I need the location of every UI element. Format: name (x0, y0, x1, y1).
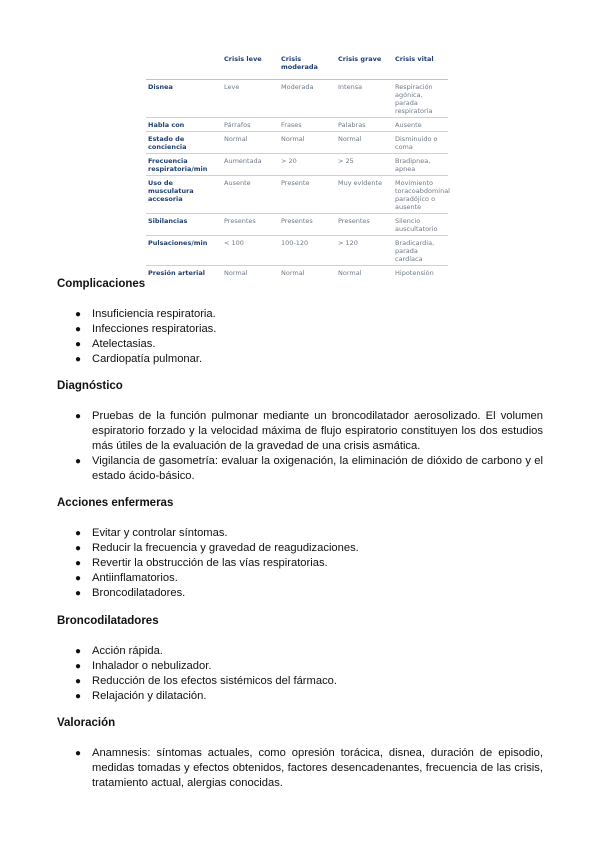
bullet-icon: ● (75, 528, 82, 539)
table-row (146, 118, 448, 132)
table-cell: 100-120 (279, 236, 336, 266)
list-item: ● Evitar y controlar síntomas. (75, 527, 228, 539)
table-cell: Silencio auscultatorio (393, 214, 448, 236)
table-cell: Normal (336, 132, 393, 154)
list-item: ● Atelectasias. (75, 338, 156, 350)
table-row-header: Frecuencia respiratoria/min (146, 154, 222, 176)
bullet-icon: ● (75, 411, 82, 422)
table-cell: Presente (279, 176, 336, 214)
bullet-list (57, 307, 543, 367)
section-heading: Acciones enfermeras (57, 497, 174, 509)
section-diagnostico (57, 379, 543, 484)
bullet-list (57, 644, 543, 704)
list-item: ● Infecciones respiratorias. (75, 323, 217, 335)
table-cell: Disminuido o coma (393, 132, 448, 154)
bullet-list (57, 526, 543, 601)
table-cell: Ausente (222, 176, 279, 214)
list-item: ● Relajación y dilatación. (75, 690, 207, 702)
bullet-icon: ● (75, 748, 82, 759)
bullet-icon: ● (75, 354, 82, 365)
list-item: ● Reducir la frecuencia y gravedad de reagudizaciones. (75, 542, 359, 554)
table-header-row (146, 55, 448, 80)
list-item: ● Vigilancia de gasometría: evaluar la oxigenación, la eliminación de dióxido de carbono y el estado ácido-básico. (75, 455, 543, 482)
table-row (146, 176, 448, 214)
table-row (146, 80, 448, 118)
table-header-cell: Crisis moderada (279, 55, 336, 80)
table-cell: > 25 (336, 154, 393, 176)
table-row-header: Uso de musculatura accesoria (146, 176, 222, 214)
table-header-cell: Crisis leve (222, 55, 279, 80)
table-cell: < 100 (222, 236, 279, 266)
bullet-icon: ● (75, 309, 82, 320)
section-valoracion (57, 716, 543, 791)
table-cell: Palabras (336, 118, 393, 132)
bullet-icon: ● (75, 339, 82, 350)
bullet-icon: ● (75, 691, 82, 702)
section-heading: Diagnóstico (57, 380, 123, 392)
section-broncodilatadores (57, 614, 543, 704)
table-header-cell: Crisis vital (393, 55, 448, 80)
bullet-icon: ● (75, 324, 82, 335)
list-item: ● Revertir la obstrucción de las vías respiratorias. (75, 557, 328, 569)
table-cell: Normal (338, 269, 362, 277)
table-row-header: Habla con (146, 118, 222, 132)
table-cell: Frases (279, 118, 336, 132)
table-row (146, 214, 448, 236)
section-heading: Broncodilatadores (57, 615, 159, 627)
section-heading: Complicaciones (57, 278, 146, 290)
table-row-header: Estado de conciencia (146, 132, 222, 154)
table-cell: Normal (281, 269, 305, 277)
list-item: ● Pruebas de la función pulmonar mediante un broncodilatador aerosolizado. El volumen espiratorio forzado y la velocidad máxima de flujo espiratorio constituyen los dos estudios más útiles de la evaluación de la gravedad de una crisis asmática. (75, 410, 543, 452)
table-cell: Normal (222, 132, 279, 154)
bullet-icon: ● (75, 661, 82, 672)
table-cell: Leve (222, 80, 279, 118)
table-cell: Presentes (279, 214, 336, 236)
table-cell: Hipotensión (395, 269, 434, 277)
bullet-list (57, 746, 543, 791)
table-cell: Moderada (279, 80, 336, 118)
table-cell: Presentes (336, 214, 393, 236)
list-item: ● Anamnesis: síntomas actuales, como opresión torácica, disnea, duración de episodio, medidas tomadas y efectos obtenidos, factores desencadenantes, frecuencia de las crisis, tratamiento actual, alergias conocidas. (75, 747, 543, 789)
asthma-crisis-table (146, 55, 448, 279)
table-row (146, 132, 448, 154)
table-header-cell: Crisis grave (336, 55, 393, 80)
bullet-icon: ● (75, 558, 82, 569)
bullet-list (57, 409, 543, 484)
list-item: ● Reducción de los efectos sistémicos del fármaco. (75, 675, 337, 687)
bullet-icon: ● (75, 588, 82, 599)
list-item: ● Cardiopatía pulmonar. (75, 353, 203, 365)
bullet-icon: ● (75, 543, 82, 554)
list-item: ● Broncodilatadores. (75, 587, 186, 599)
table-row-header: Pulsaciones/min (146, 236, 222, 266)
list-item: ● Insuficiencia respiratoria. (75, 308, 216, 320)
table-cell: > 120 (336, 236, 393, 266)
table-cell: > 20 (279, 154, 336, 176)
table-row-header: Disnea (146, 80, 222, 118)
bullet-icon: ● (75, 676, 82, 687)
table-cell: Respiración agónica, parada respiratoria (393, 80, 448, 118)
table-row (146, 236, 448, 266)
table-cell: Bradipnea, apnea (393, 154, 448, 176)
section-heading: Valoración (57, 717, 116, 729)
bullet-icon: ● (75, 646, 82, 657)
list-item: ● Acción rápida. (75, 645, 163, 657)
table-cell: Presentes (222, 214, 279, 236)
table-cell: Intensa (336, 80, 393, 118)
table-row-header: Presión arterial (148, 269, 205, 277)
bullet-icon: ● (75, 573, 82, 584)
table-cell: Normal (224, 269, 248, 277)
list-item: ● Inhalador o nebulizador. (75, 660, 212, 672)
list-item: ● Antiinflamatorios. (75, 572, 178, 584)
table-cell: Bradicardia, parada cardíaca (393, 236, 448, 266)
table-cell: Movimiento toracoabdominal paradójico o ausente (393, 176, 448, 214)
table-cell: Ausente (393, 118, 448, 132)
table-row (146, 154, 448, 176)
section-acciones-enfermeras (57, 496, 543, 601)
bullet-icon: ● (75, 456, 82, 467)
table-cell: Párrafos (222, 118, 279, 132)
table-row-header: Sibilancias (146, 214, 222, 236)
table-header-cell (146, 55, 222, 80)
table-cell: Aumentada (222, 154, 279, 176)
section-complicaciones (57, 277, 543, 367)
table-cell: Normal (279, 132, 336, 154)
table-cell: Muy evidente (336, 176, 393, 214)
